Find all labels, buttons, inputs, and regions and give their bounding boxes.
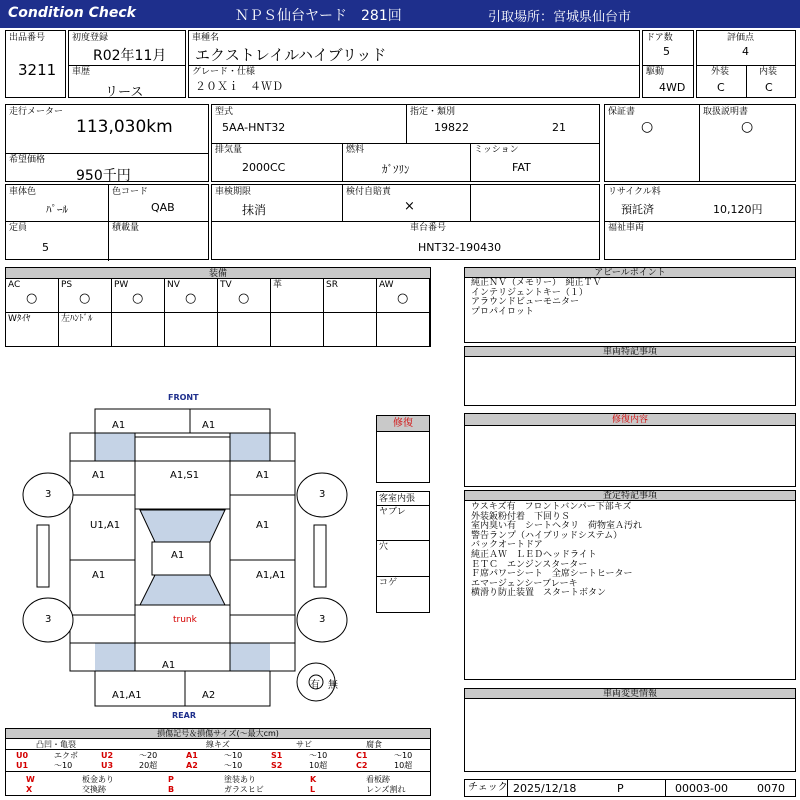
legend-desc: 〜10 <box>224 751 243 760</box>
legend-code: B <box>168 785 175 794</box>
legend-code: A1 <box>186 751 198 760</box>
inspection-note-line: バックオートドア <box>471 540 543 551</box>
legend-desc: 板金あり <box>82 775 114 784</box>
mileage-value: 113,030km <box>76 117 173 137</box>
repair-content-box <box>464 413 796 487</box>
appeal-line: アラウンドビューモニター <box>471 297 580 308</box>
pickup-location: 引取場所：宮城県仙台市 <box>488 10 632 25</box>
appeal-line: インテリジェントキー（１） <box>471 287 588 298</box>
equipment-cell <box>112 313 165 346</box>
check-label: チェック <box>468 782 508 793</box>
check-number: 00003-00 <box>675 782 728 795</box>
chassis-label: 車台番号 <box>410 223 447 233</box>
mark-fender-left: A1 <box>92 470 106 481</box>
equipment-cell <box>112 279 165 313</box>
interior-box <box>376 491 430 613</box>
appeal-box <box>464 267 796 343</box>
legend-code: X <box>26 785 33 794</box>
displacement-value: 2000CC <box>242 161 286 174</box>
registration-label: 初度登録 <box>72 33 109 43</box>
equipment-code: TV <box>220 280 232 290</box>
equipment-code: SR <box>326 280 338 290</box>
legend-code: S2 <box>271 761 283 770</box>
tire-rr-value: 3 <box>319 614 326 625</box>
legend-header: サビ <box>296 740 312 749</box>
history-value: リース <box>105 85 144 100</box>
doors-label: ドア数 <box>646 33 673 43</box>
transmission-value: FAT <box>512 161 531 174</box>
fuel-value: ｶﾞｿﾘﾝ <box>382 163 410 176</box>
inspection-note-line: 室内臭い有 シートヘタリ 荷物室Ａ汚れ <box>471 521 643 532</box>
equipment-cell <box>6 279 59 313</box>
type-label: 型式 <box>215 107 234 117</box>
legend-desc: 10超 <box>394 761 413 770</box>
interior-grade: C <box>765 81 773 94</box>
legend-desc: ガラスヒビ <box>224 785 264 794</box>
inspection-note-line: 警告ランプ（ハイブリッドシステム） <box>471 530 623 541</box>
load-label: 積載量 <box>112 223 140 233</box>
legend-header: 凸凹・亀裂 <box>36 740 76 749</box>
special-notes-title: 車両特記事項 <box>602 347 657 357</box>
equipment-mark: ○ <box>238 291 250 306</box>
equipment-code: NV <box>167 280 180 290</box>
venue-title: ＮＰＳ仙台ヤード 281回 <box>235 8 402 24</box>
equipment-box <box>5 267 431 347</box>
repair-box <box>376 415 430 483</box>
equipment-cell <box>59 313 112 346</box>
appeal-line: 純正ＮＶ（メモリー） 純正ＴＶ <box>471 278 602 288</box>
equipment-code: Wﾀｲﾔ <box>8 314 31 324</box>
mark-rear-gate: A1 <box>162 660 176 671</box>
color-value: ﾊﾟｰﾙ <box>46 203 68 216</box>
price-value: 950千円 <box>76 168 131 184</box>
inspection-notes-box <box>464 490 796 680</box>
legend-code: U0 <box>16 751 29 760</box>
model-name: エクストレイルハイブリッド <box>195 46 387 64</box>
registration-box <box>68 30 186 98</box>
equipment-cell <box>271 313 324 346</box>
sheet-title: Condition Check <box>8 5 136 21</box>
header-bar <box>0 0 800 28</box>
chassis-value: HNT32-190430 <box>418 241 502 254</box>
legend-code: W <box>26 775 35 784</box>
mark-front-right: A1 <box>202 420 216 431</box>
trunk-label: trunk <box>173 615 197 625</box>
fuel-label: 燃料 <box>346 145 365 155</box>
warranty-mark: ○ <box>641 119 654 135</box>
recycle-fee: 10,120円 <box>713 203 763 216</box>
inspect-label: 車検期限 <box>215 187 252 197</box>
inspection-note-line: エマージェンシーブレーキ <box>471 578 578 589</box>
model-label: 車種名 <box>192 33 220 43</box>
equipment-cell <box>324 279 377 313</box>
mark-door-left: U1,A1 <box>90 520 121 531</box>
repair-content-title: 修復内容 <box>611 415 648 425</box>
equipment-cell <box>218 313 271 346</box>
lot-box <box>5 30 66 98</box>
appeal-line: プロパイロット <box>471 306 534 317</box>
equipment-cell <box>324 313 377 346</box>
equipment-code: PW <box>114 280 129 290</box>
equipment-cell <box>6 313 59 346</box>
mark-rear-bumper-left: A1,A1 <box>112 690 142 701</box>
equipment-cell <box>165 313 218 346</box>
history-label: 車歴 <box>72 67 91 77</box>
color-box <box>5 184 209 260</box>
equipment-code: PS <box>61 280 73 290</box>
rear-label: REAR <box>172 711 196 720</box>
inspection-box <box>211 184 600 260</box>
mark-rear-door-right: A1,A1 <box>256 570 286 581</box>
inspection-notes-title: 査定特記事項 <box>602 491 657 501</box>
lot-label: 出品番号 <box>9 33 46 43</box>
change-info-title: 車両変更情報 <box>602 689 657 699</box>
welfare-label: 福祉車両 <box>608 223 645 233</box>
exterior-grade: C <box>717 81 725 94</box>
drive-label: 駆動 <box>646 67 665 77</box>
legend-code: C1 <box>356 751 368 760</box>
type-value: 5AA-HNT32 <box>222 121 286 134</box>
interior-label: 内装 <box>759 67 778 77</box>
grade-value: ２０Ｘｉ ４ＷＤ <box>195 80 283 93</box>
interior-title: 客室内張 <box>379 494 416 504</box>
grade-label: グレード・仕様 <box>192 67 256 77</box>
score-box <box>696 30 796 98</box>
inspect-value: 抹消 <box>242 203 267 217</box>
check-date: 2025/12/18 <box>513 782 577 795</box>
legend-code: S1 <box>271 751 283 760</box>
inspection-notes-list <box>471 503 642 599</box>
price-label: 希望価格 <box>9 155 46 165</box>
special-notes-box <box>464 346 796 406</box>
cert-number-1: 19822 <box>434 121 469 134</box>
mark-hood: A1,S1 <box>170 470 200 481</box>
equipment-cell <box>377 313 430 346</box>
capacity-value: 5 <box>42 241 49 254</box>
recycle-status: 預託済 <box>621 203 654 216</box>
liability-value: × <box>404 199 415 214</box>
mark-rear-door-left: A1 <box>92 570 106 581</box>
inspection-note-line: Ｆ席パワーシート 全席シートヒーター <box>471 569 633 580</box>
change-info-box <box>464 688 796 772</box>
equipment-cell <box>59 279 112 313</box>
doors-value: 5 <box>663 45 670 58</box>
cert-label: 指定・類別 <box>410 107 456 117</box>
legend-code: U3 <box>101 761 114 770</box>
legend-code: U1 <box>16 761 29 770</box>
capacity-label: 定員 <box>9 223 28 233</box>
legend-code: K <box>310 775 317 784</box>
legend-desc: 〜20 <box>139 751 158 760</box>
manual-label: 取扱説明書 <box>703 107 749 117</box>
legend-desc: 〜10 <box>309 751 328 760</box>
exterior-label: 外装 <box>711 67 730 77</box>
transmission-label: ミッション <box>474 145 519 155</box>
cert-number-2: 21 <box>552 121 566 134</box>
color-code-label: 色コード <box>112 187 149 197</box>
legend-code: U2 <box>101 751 114 760</box>
check-code: P <box>617 782 624 795</box>
equipment-cell <box>165 279 218 313</box>
inspection-note-line: ＥＴＣ エンジンスターター <box>471 559 588 570</box>
model-box <box>188 30 640 98</box>
legend-code: C2 <box>356 761 368 770</box>
legend-header: 線キズ <box>206 740 230 749</box>
mark-rear-bumper-right: A2 <box>202 690 216 701</box>
color-code-value: QAB <box>151 201 175 214</box>
legend-desc: 〜10 <box>394 751 413 760</box>
score-label: 評価点 <box>727 33 755 43</box>
check-tail: 0070 <box>757 782 785 795</box>
spec-box <box>211 104 600 182</box>
inspection-note-line: 外装鈑粉付着 下回りＳ <box>471 511 571 522</box>
lot-number: 3211 <box>18 61 57 79</box>
documents-box <box>604 104 796 182</box>
equipment-code: AC <box>8 280 21 290</box>
legend-header: 腐食 <box>366 740 382 749</box>
equipment-cell <box>218 279 271 313</box>
color-label: 車体色 <box>9 187 37 197</box>
legend-desc: レンズ割れ <box>366 785 406 794</box>
inspection-note-line: 純正ＡＷ ＬＥＤヘッドライト <box>471 549 597 560</box>
mileage-box <box>5 104 209 182</box>
equipment-code: 左ﾊﾝﾄﾞﾙ <box>61 314 93 324</box>
equipment-mark: ○ <box>132 291 144 306</box>
appeal-title: アピールポイント <box>594 268 666 278</box>
legend-desc: 看板跡 <box>366 775 390 784</box>
equipment-code: 革 <box>273 280 283 290</box>
equipment-mark: ○ <box>79 291 91 306</box>
mark-door-right: A1 <box>256 520 270 531</box>
drive-value: 4WD <box>659 81 686 94</box>
legend-desc: 10超 <box>309 761 328 770</box>
tire-rl-value: 3 <box>45 614 52 625</box>
legend-desc: エクボ <box>54 751 78 760</box>
warranty-label: 保証書 <box>608 107 636 117</box>
mark-fender-right: A1 <box>256 470 270 481</box>
inspection-note-line: ウスキズ有 フロントバンパー下部キズ <box>471 502 632 512</box>
legend-code: L <box>310 785 316 794</box>
interior-item-burn: コゲ <box>379 578 398 588</box>
displacement-label: 排気量 <box>215 145 243 155</box>
legend-code: P <box>168 775 174 784</box>
footer-bar <box>464 779 796 797</box>
equipment-mark: ○ <box>397 291 409 306</box>
equipment-mark: ○ <box>185 291 197 306</box>
recycle-label: リサイクル料 <box>608 187 661 197</box>
recycle-box <box>604 184 796 260</box>
legend-desc: 交換跡 <box>82 785 106 794</box>
liability-label: 検付自賠責 <box>346 187 392 197</box>
front-label: FRONT <box>168 393 199 402</box>
equipment-cell <box>377 279 430 313</box>
appeal-list <box>471 279 602 317</box>
equipment-code: AW <box>379 280 394 290</box>
legend-box <box>5 728 431 796</box>
registration-date: R02年11月 <box>93 48 167 64</box>
legend-desc: 〜10 <box>224 761 243 770</box>
equipment-cell <box>271 279 324 313</box>
doors-box <box>642 30 694 98</box>
equipment-mark: ○ <box>26 291 38 306</box>
legend-desc: 20超 <box>139 761 158 770</box>
repair-title: 修復 <box>393 418 413 429</box>
manual-mark: ○ <box>741 119 754 135</box>
score-value: 4 <box>742 45 749 58</box>
legend-code: A2 <box>186 761 198 770</box>
spare-no: 無 <box>328 680 338 691</box>
tire-fr-value: 3 <box>319 489 326 500</box>
legend-desc: 〜10 <box>54 761 73 770</box>
mark-roof: A1 <box>171 550 185 561</box>
legend-title: 損傷記号＆損傷サイズ(〜最大cm) <box>157 729 279 738</box>
spare-yes: 有 <box>310 680 320 691</box>
legend-desc: 塗装あり <box>224 775 256 784</box>
mark-front-left: A1 <box>112 420 126 431</box>
equipment-title: 装備 <box>208 269 227 279</box>
interior-item-hole: 穴 <box>379 542 389 552</box>
inspection-note-line: 横滑り防止装置 スタートボタン <box>471 588 607 599</box>
mileage-label: 走行メーター <box>9 107 64 117</box>
tire-fl-value: 3 <box>45 489 52 500</box>
interior-item-tear: ヤブレ <box>379 507 406 517</box>
